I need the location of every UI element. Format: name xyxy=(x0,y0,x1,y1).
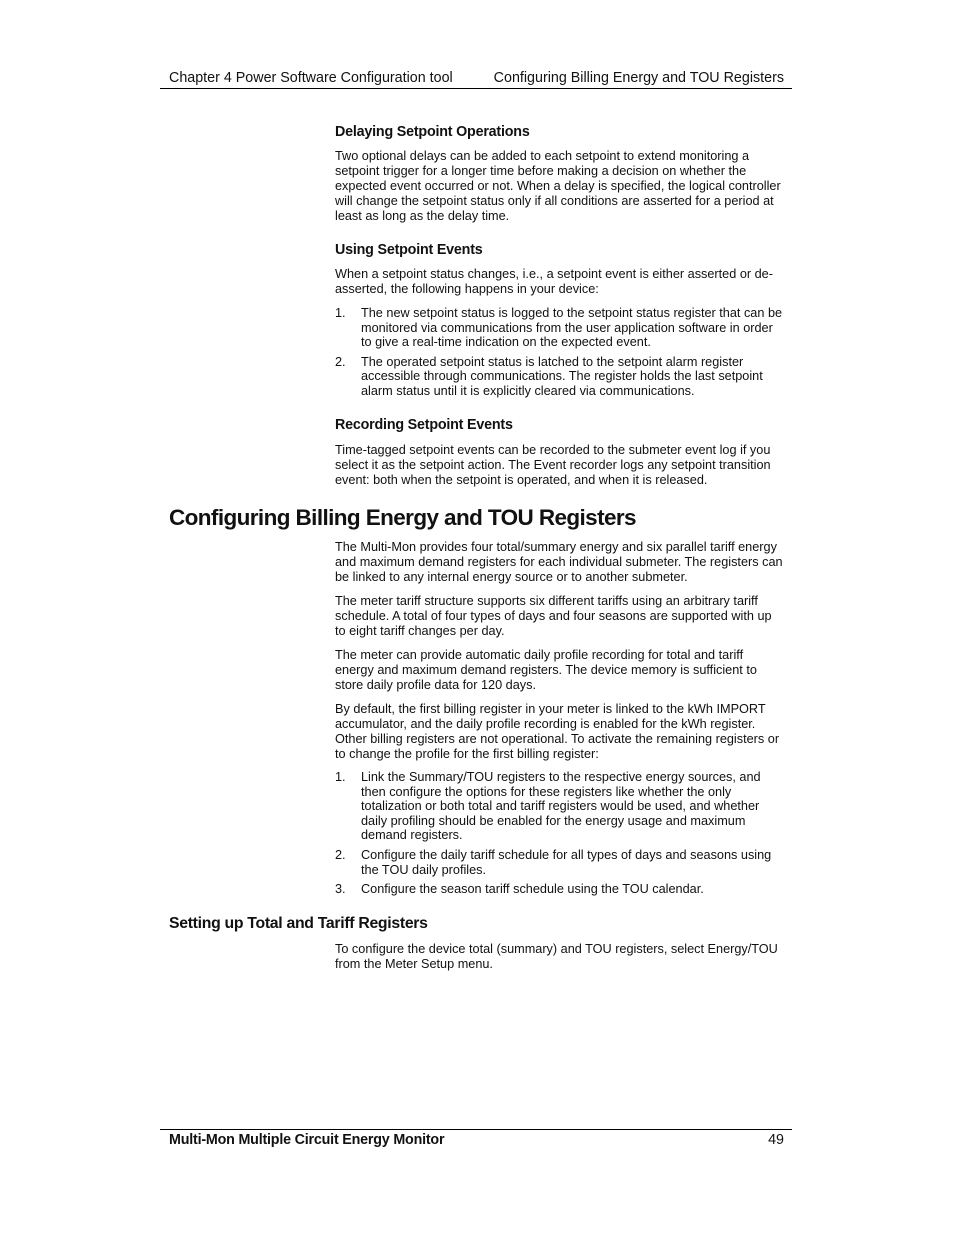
heading-delaying-setpoint: Delaying Setpoint Operations xyxy=(335,124,530,140)
paragraph: To configure the device total (summary) and TOU registers, select Energy/TOU from the Meter Setup menu. xyxy=(335,942,778,971)
list-text: Configure the daily tariff schedule for all types of days and seasons using the TOU daily profiles. xyxy=(361,847,772,877)
paragraph: The meter can provide automatic daily profile recording for total and tariff energy and maximum demand registers. The device memory is sufficient to store daily profile data for 120 days. xyxy=(335,648,757,692)
paragraph: Time-tagged setpoint events can be recorded to the submeter event log if you select it as the setpoint action. The Event recorder logs any setpoint transition event: both when the setpoint is operated, and when it is released. xyxy=(335,443,771,487)
list-item xyxy=(335,848,785,877)
header-chapter: Chapter 4 Power Software Configuration tool xyxy=(169,70,453,86)
heading-using-setpoint-events: Using Setpoint Events xyxy=(335,242,483,258)
list-item xyxy=(335,355,785,399)
list-number: 1. xyxy=(335,770,346,784)
list-number: 2. xyxy=(335,847,346,862)
list-item xyxy=(335,770,785,843)
list-item xyxy=(335,306,785,350)
list-text: The operated setpoint status is latched to the setpoint alarm register accessible through communications. The register holds the last setpoint alarm status until it is explicitly cleared via communications. xyxy=(361,354,763,398)
recording-paragraph xyxy=(335,443,785,488)
page-number: 49 xyxy=(768,1132,784,1148)
billing-list xyxy=(335,770,785,897)
setting-paragraph xyxy=(335,942,785,972)
list-text: Link the Summary/TOU registers to the respective energy sources, and then configure the options for these registers like whether the only totalization or both total and tariff registers would be used, and whether daily profiling should be enabled for the energy usage and maximum demand registers. xyxy=(361,770,761,843)
paragraph: When a setpoint status changes, i.e., a setpoint event is either asserted or de-asserted, the following happens in your device: xyxy=(335,267,773,296)
page-header xyxy=(160,69,792,89)
list-number: 2. xyxy=(335,354,346,369)
list-number: 1. xyxy=(335,306,346,320)
paragraph: Two optional delays can be added to each setpoint to extend monitoring a setpoint trigger for a longer time before making a decision on whether the expected event occurred or not. When a delay is specified, the logical controller will change the setpoint status only if all conditions are asserted for a period at least as long as the delay time. xyxy=(335,149,781,223)
list-number: 3. xyxy=(335,882,346,897)
heading-recording-setpoint-events: Recording Setpoint Events xyxy=(335,417,513,433)
paragraph: The meter tariff structure supports six different tariffs using an arbitrary tariff schedule. A total of four types of days and four seasons are supported with up to eight tariff changes per day. xyxy=(335,594,772,638)
delaying-paragraph xyxy=(335,149,785,224)
paragraph: By default, the first billing register in your meter is linked to the kWh IMPORT accumulator, and the daily profile recording is enabled for the kWh register. Other billing registers are not operational. To activate the remaining registers or to change the profile for the first billing register: xyxy=(335,702,780,761)
page-footer xyxy=(160,1129,792,1150)
billing-paragraphs xyxy=(335,540,785,762)
footer-title: Multi-Mon Multiple Circuit Energy Monitor xyxy=(169,1132,445,1148)
using-list xyxy=(335,306,785,399)
header-section: Configuring Billing Energy and TOU Registers xyxy=(493,70,784,86)
heading-billing-energy: Configuring Billing Energy and TOU Registers xyxy=(169,505,636,530)
heading-total-tariff-registers: Setting up Total and Tariff Registers xyxy=(169,915,428,932)
list-text: Configure the season tariff schedule using the TOU calendar. xyxy=(361,882,704,897)
using-paragraph xyxy=(335,267,785,297)
paragraph: The Multi-Mon provides four total/summary energy and six parallel tariff energy and maximum demand registers for each individual submeter. The registers can be linked to any internal energy source or to another submeter. xyxy=(335,540,783,584)
list-item xyxy=(335,882,785,897)
list-text: The new setpoint status is logged to the setpoint status register that can be monitored via communications from the user application software in order to give a real-time indication on the expected event. xyxy=(361,306,783,350)
